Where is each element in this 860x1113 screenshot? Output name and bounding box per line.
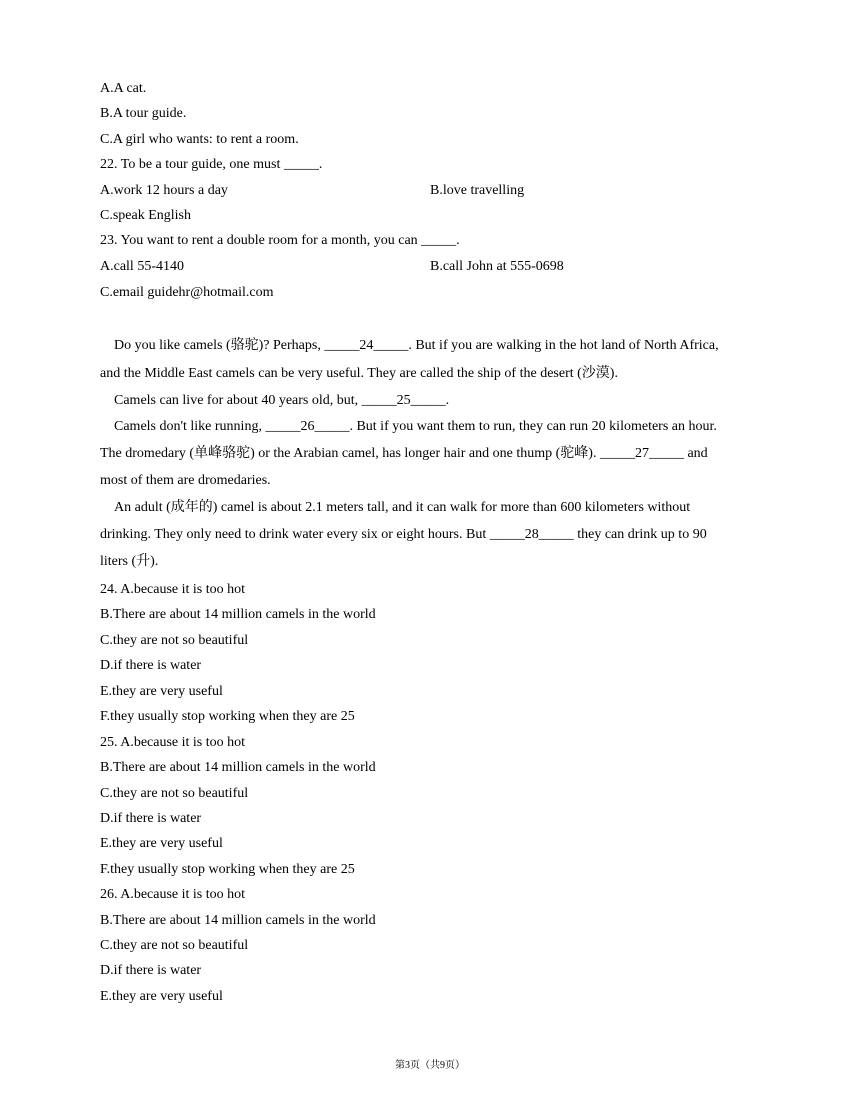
q24-option-c: C.they are not so beautiful xyxy=(100,633,249,648)
q22-option-a: A.work 12 hours a day xyxy=(100,183,228,198)
q22-option-c: C.speak English xyxy=(100,208,191,223)
passage-p3-line3: most of them are dromedaries. xyxy=(100,473,271,488)
q25-option-b: B.There are about 14 million camels in the world xyxy=(100,760,376,775)
q21-option-c: C.A girl who wants: to rent a room. xyxy=(100,132,299,147)
passage-p4-line2: drinking. They only need to drink water every six or eight hours. But _____28_____ they can drink up to 90 xyxy=(100,527,707,542)
passage-p3-line1: Camels don't like running, _____26_____. But if you want them to run, they can run 20 kilometers an hour. xyxy=(114,419,717,434)
q24-option-b: B.There are about 14 million camels in the world xyxy=(100,607,376,622)
q22-option-b: B.love travelling xyxy=(430,183,525,198)
q25-option-f: F.they usually stop working when they are 25 xyxy=(100,862,355,877)
q23-option-b: B.call John at 555-0698 xyxy=(430,259,564,274)
q26-option-a: 26. A.because it is too hot xyxy=(100,887,246,902)
q24-option-d: D.if there is water xyxy=(100,658,202,673)
q23-stem: 23. You want to rent a double room for a month, you can _____. xyxy=(100,233,460,248)
passage-p4-line1: An adult (成年的) camel is about 2.1 meters tall, and it can walk for more than 600 kilometers without xyxy=(114,500,691,515)
page-footer: 第3页（共9页） xyxy=(395,1060,465,1071)
q23-option-c: C.email guidehr@hotmail.com xyxy=(100,285,274,300)
q26-option-d: D.if there is water xyxy=(100,963,202,978)
q21-option-b: B.A tour guide. xyxy=(100,106,187,121)
q26-option-b: B.There are about 14 million camels in the world xyxy=(100,913,376,928)
q25-option-a: 25. A.because it is too hot xyxy=(100,735,246,750)
q22-stem: 22. To be a tour guide, one must _____. xyxy=(100,157,323,172)
q25-option-d: D.if there is water xyxy=(100,811,202,826)
q21-option-a: A.A cat. xyxy=(100,81,147,96)
passage-p1-line1: Do you like camels (骆驼)? Perhaps, _____24_____. But if you are walking in the hot land of North Africa, xyxy=(114,338,719,353)
q24-option-a: 24. A.because it is too hot xyxy=(100,582,246,597)
q24-option-f: F.they usually stop working when they are 25 xyxy=(100,709,355,724)
q24-option-e: E.they are very useful xyxy=(100,684,223,699)
q25-option-c: C.they are not so beautiful xyxy=(100,786,249,801)
passage-p1-line2: and the Middle East camels can be very useful. They are called the ship of the desert (沙漠). xyxy=(100,366,618,381)
q26-option-c: C.they are not so beautiful xyxy=(100,938,249,953)
q23-option-a: A.call 55-4140 xyxy=(100,259,184,274)
q26-option-e: E.they are very useful xyxy=(100,989,223,1004)
passage-p2: Camels can live for about 40 years old, but, _____25_____. xyxy=(114,393,450,408)
q25-option-e: E.they are very useful xyxy=(100,836,223,851)
passage-p4-line3: liters (升). xyxy=(100,554,159,569)
passage-p3-line2: The dromedary (单峰骆驼) or the Arabian camel, has longer hair and one thump (驼峰). _____27_____ and xyxy=(100,446,708,461)
